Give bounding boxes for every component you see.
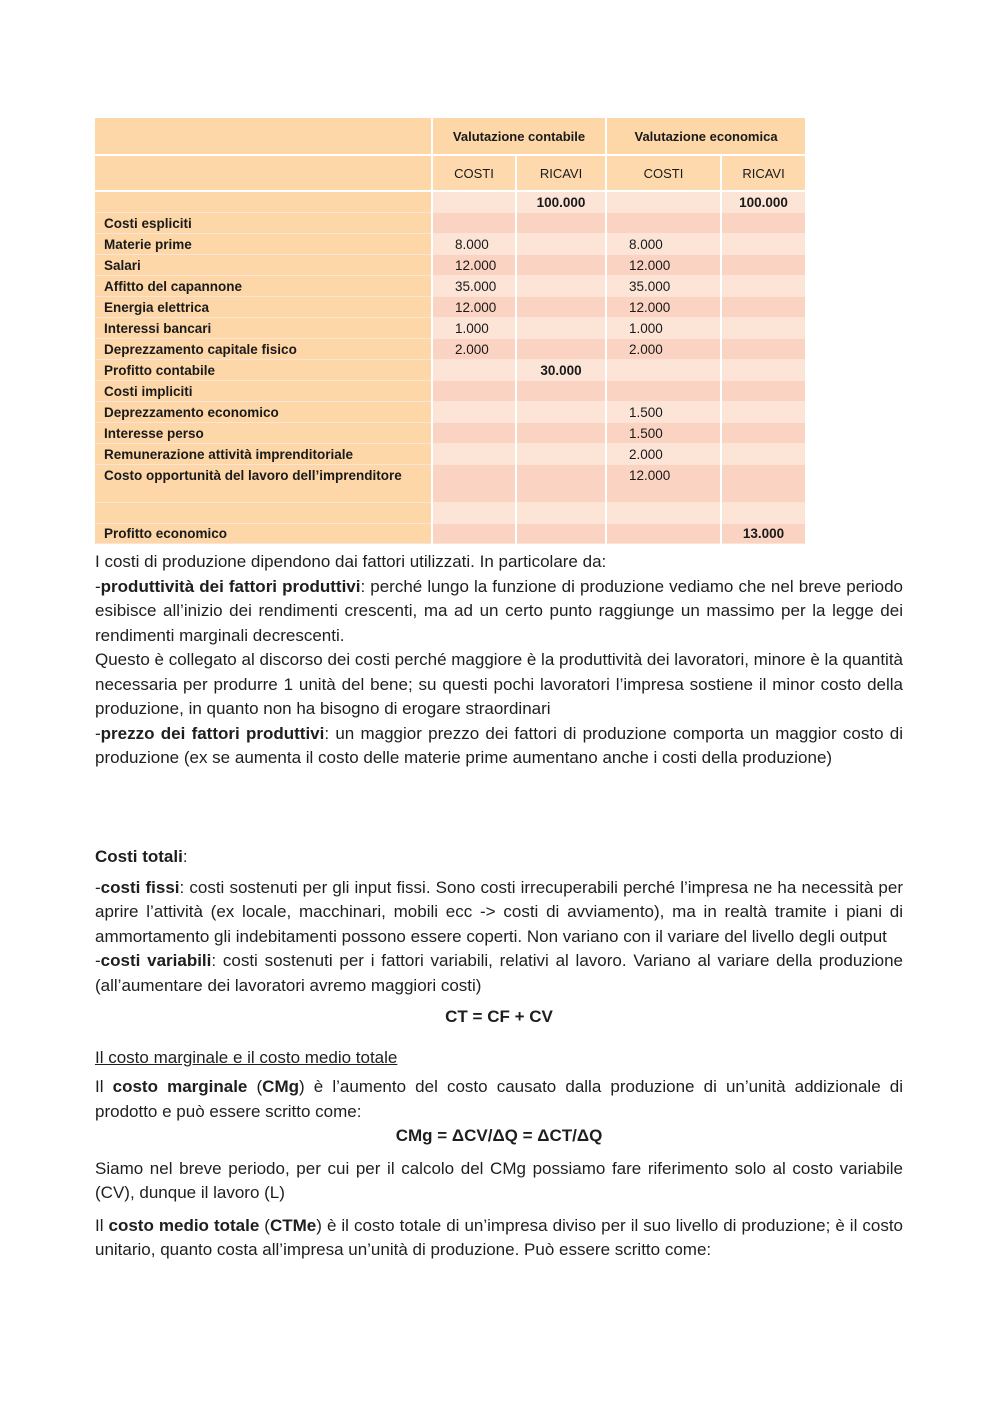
term-costo-medio-totale: costo medio totale xyxy=(108,1215,260,1235)
cell-value xyxy=(432,213,516,234)
table-row xyxy=(95,318,805,339)
dash: - xyxy=(95,877,101,897)
table-row xyxy=(95,255,805,276)
formula-cmg: CMg = ΔCV/ΔQ = ΔCT/ΔQ xyxy=(395,1126,603,1145)
cell-value xyxy=(432,465,516,503)
cell-value: 2.000 xyxy=(432,339,516,360)
subheader-costi-contabile: COSTI xyxy=(432,155,516,191)
cell-value: 2.000 xyxy=(606,339,721,360)
cell-value: 100.000 xyxy=(721,191,805,213)
dash: - xyxy=(95,576,101,596)
table-row xyxy=(95,339,805,360)
header-valutazione-contabile: Valutazione contabile xyxy=(432,118,606,155)
cell-value: 12.000 xyxy=(606,465,721,503)
cell-value xyxy=(516,423,606,444)
cell-value: 2.000 xyxy=(606,444,721,465)
paragraph-costi-fissi xyxy=(95,876,903,950)
text-block-1 xyxy=(95,550,903,771)
cell-value: 1.500 xyxy=(606,423,721,444)
cell-value: 35.000 xyxy=(606,276,721,297)
text-block-2 xyxy=(95,845,903,1263)
cell-value xyxy=(721,213,805,234)
table-subheaders xyxy=(95,155,805,191)
term-costi-variabili: costi variabili xyxy=(100,951,212,970)
cell-value xyxy=(516,318,606,339)
subheader-costi-economica: COSTI xyxy=(606,155,721,191)
row-label: Deprezzamento economico xyxy=(95,402,432,423)
cell-value xyxy=(516,524,606,544)
cell-value xyxy=(516,503,606,524)
cell-value xyxy=(432,524,516,544)
subheader-ricavi-contabile: RICAVI xyxy=(516,155,606,191)
cell-value: 35.000 xyxy=(432,276,516,297)
table-row xyxy=(95,234,805,255)
cell-value: 12.000 xyxy=(432,297,516,318)
table-row xyxy=(95,444,805,465)
cell-value xyxy=(606,213,721,234)
term-prezzo: prezzo dei fattori produttivi xyxy=(100,723,325,743)
cell-value xyxy=(432,360,516,381)
cell-value xyxy=(516,465,606,503)
paragraph-costi-variabili xyxy=(95,949,903,998)
text: Il xyxy=(95,1077,113,1096)
cell-value: 1.000 xyxy=(606,318,721,339)
heading-costo-marginale: Il costo marginale e il costo medio totale xyxy=(95,1047,398,1067)
row-label: Costo opportunità del lavoro dell’imprenditore xyxy=(95,465,432,503)
cell-value xyxy=(516,402,606,423)
cell-value xyxy=(432,381,516,402)
cell-value xyxy=(606,191,721,213)
cell-value xyxy=(432,423,516,444)
cell-value xyxy=(432,402,516,423)
paragraph-produttivita xyxy=(95,575,903,649)
paragraph-text: : costi sostenuti per i fattori variabili, relativi al lavoro. Variano al variare della produzione (all’aumentare dei lavoratori avremo maggiori costi) xyxy=(95,951,903,995)
cost-valuation-table xyxy=(95,118,805,544)
text: ( xyxy=(259,1215,270,1235)
paragraph-text: : costi sostenuti per gli input fissi. Sono costi irrecuperabili perché l’impresa ne ha necessità per aprire l’attività (ex locale, macchinari, mobili ecc -> costi di avviamento), ma in realtà tramite i piani di ammortamento gli indebitamenti possono essere coperti. Non variano con il variare del livello degli output xyxy=(95,877,904,946)
dash: - xyxy=(95,723,101,743)
subheader-ricavi-economica: RICAVI xyxy=(721,155,805,191)
row-label: Profitto contabile xyxy=(95,360,432,381)
cell-value xyxy=(721,503,805,524)
cell-value xyxy=(721,255,805,276)
cell-value xyxy=(516,255,606,276)
term-ctme: CTMe xyxy=(269,1215,317,1235)
cell-value xyxy=(721,276,805,297)
cell-value xyxy=(721,423,805,444)
cell-value xyxy=(721,318,805,339)
row-label: Interessi bancari xyxy=(95,318,432,339)
paragraph-text: : un maggior prezzo dei fattori di produzione comporta un maggior costo di produzione (ex se aumenta il costo delle materie prime aumentano anche i costi della produzione) xyxy=(95,723,903,767)
table-header-empty xyxy=(95,118,432,155)
table-header-groups xyxy=(95,118,805,155)
cell-value xyxy=(516,213,606,234)
row-label: Affitto del capannone xyxy=(95,276,432,297)
term-costo-marginale: costo marginale xyxy=(112,1077,248,1096)
paragraph-intro: I costi di produzione dipendono dai fattori utilizzati. In particolare da: xyxy=(95,552,607,571)
paragraph-prezzo xyxy=(95,722,903,771)
cell-value: 30.000 xyxy=(516,360,606,381)
cell-value xyxy=(721,381,805,402)
cell-value xyxy=(606,360,721,381)
term-produttivita: produttività dei fattori produttivi xyxy=(100,576,361,596)
cell-value xyxy=(606,381,721,402)
cell-value xyxy=(516,276,606,297)
cell-value: 8.000 xyxy=(606,234,721,255)
cell-value xyxy=(516,381,606,402)
table-row xyxy=(95,297,805,318)
table-row xyxy=(95,524,805,544)
cell-value xyxy=(721,465,805,503)
heading-colon: : xyxy=(182,847,188,866)
cell-value xyxy=(516,297,606,318)
heading-costi-totali xyxy=(95,845,903,870)
row-label: Profitto economico xyxy=(95,524,432,544)
term-cmg: CMg xyxy=(262,1077,299,1096)
cell-value xyxy=(721,402,805,423)
cell-value xyxy=(432,503,516,524)
row-label: Interesse perso xyxy=(95,423,432,444)
cell-value xyxy=(721,360,805,381)
cell-value: 8.000 xyxy=(432,234,516,255)
cell-value: 12.000 xyxy=(432,255,516,276)
cell-value xyxy=(432,191,516,213)
cell-value: 12.000 xyxy=(606,255,721,276)
row-label: Deprezzamento capitale fisico xyxy=(95,339,432,360)
header-valutazione-economica: Valutazione economica xyxy=(606,118,805,155)
cost-table-container xyxy=(95,118,805,544)
table-row xyxy=(95,191,805,213)
paragraph-costo-marginale xyxy=(95,1075,903,1124)
cell-value xyxy=(606,503,721,524)
cell-value: 13.000 xyxy=(721,524,805,544)
cell-value xyxy=(516,339,606,360)
dash: - xyxy=(95,951,101,970)
table-row xyxy=(95,360,805,381)
row-label xyxy=(95,503,432,524)
cell-value xyxy=(721,234,805,255)
cell-value: 1.000 xyxy=(432,318,516,339)
paragraph-costo-medio xyxy=(95,1214,903,1263)
cell-value: 12.000 xyxy=(606,297,721,318)
cell-value xyxy=(721,444,805,465)
heading-text: Costi totali xyxy=(95,847,183,866)
table-row xyxy=(95,276,805,297)
formula-ct: CT = CF + CV xyxy=(445,1007,553,1026)
term-costi-fissi: costi fissi xyxy=(100,877,180,897)
row-label: Energia elettrica xyxy=(95,297,432,318)
row-label: Costi impliciti xyxy=(95,381,432,402)
table-row xyxy=(95,213,805,234)
table-row xyxy=(95,402,805,423)
row-label: Remunerazione attività imprenditoriale xyxy=(95,444,432,465)
text: ( xyxy=(247,1077,263,1096)
paragraph-text: ) è il costo totale di un’impresa diviso per il suo livello di produzione; è il costo unitario, quanto costa all’impresa un’unità di produzione. Può essere scritto come: xyxy=(95,1215,903,1259)
paragraph-text: ) è l’aumento del costo causato dalla produzione di un’unità addizionale di prodotto e può essere scritto come: xyxy=(95,1077,903,1121)
cell-value xyxy=(606,524,721,544)
cell-value xyxy=(721,297,805,318)
cell-value xyxy=(432,444,516,465)
table-row xyxy=(95,503,805,524)
row-label: Costi espliciti xyxy=(95,213,432,234)
paragraph-breve-periodo: Siamo nel breve periodo, per cui per il calcolo del CMg possiamo fare riferimento solo al costo variabile (CV), dunque il lavoro (L) xyxy=(95,1158,903,1202)
paragraph-text: : perché lungo la funzione di produzione vediamo che nel breve periodo esibisce all’inizio dei rendimenti crescenti, ma ad un certo punto raggiunge un massimo per la legge dei rendimenti marginali decrescenti. xyxy=(95,576,903,645)
paragraph-collegamento: Questo è collegato al discorso dei costi perché maggiore è la produttività dei lavoratori, minore è la quantità necessaria per produrre 1 unità del bene; su questi pochi lavoratori l’impresa sostiene il minor costo della produzione, in quanto non ha bisogno di erogare straordinari xyxy=(95,650,903,718)
cell-value: 1.500 xyxy=(606,402,721,423)
cell-value xyxy=(516,234,606,255)
table-subheader-empty xyxy=(95,155,432,191)
row-label: Salari xyxy=(95,255,432,276)
row-label xyxy=(95,191,432,213)
cell-value: 100.000 xyxy=(516,191,606,213)
table-row xyxy=(95,423,805,444)
table-row xyxy=(95,465,805,503)
cell-value xyxy=(516,444,606,465)
row-label: Materie prime xyxy=(95,234,432,255)
text: Il xyxy=(95,1215,109,1235)
cell-value xyxy=(721,339,805,360)
table-row xyxy=(95,381,805,402)
